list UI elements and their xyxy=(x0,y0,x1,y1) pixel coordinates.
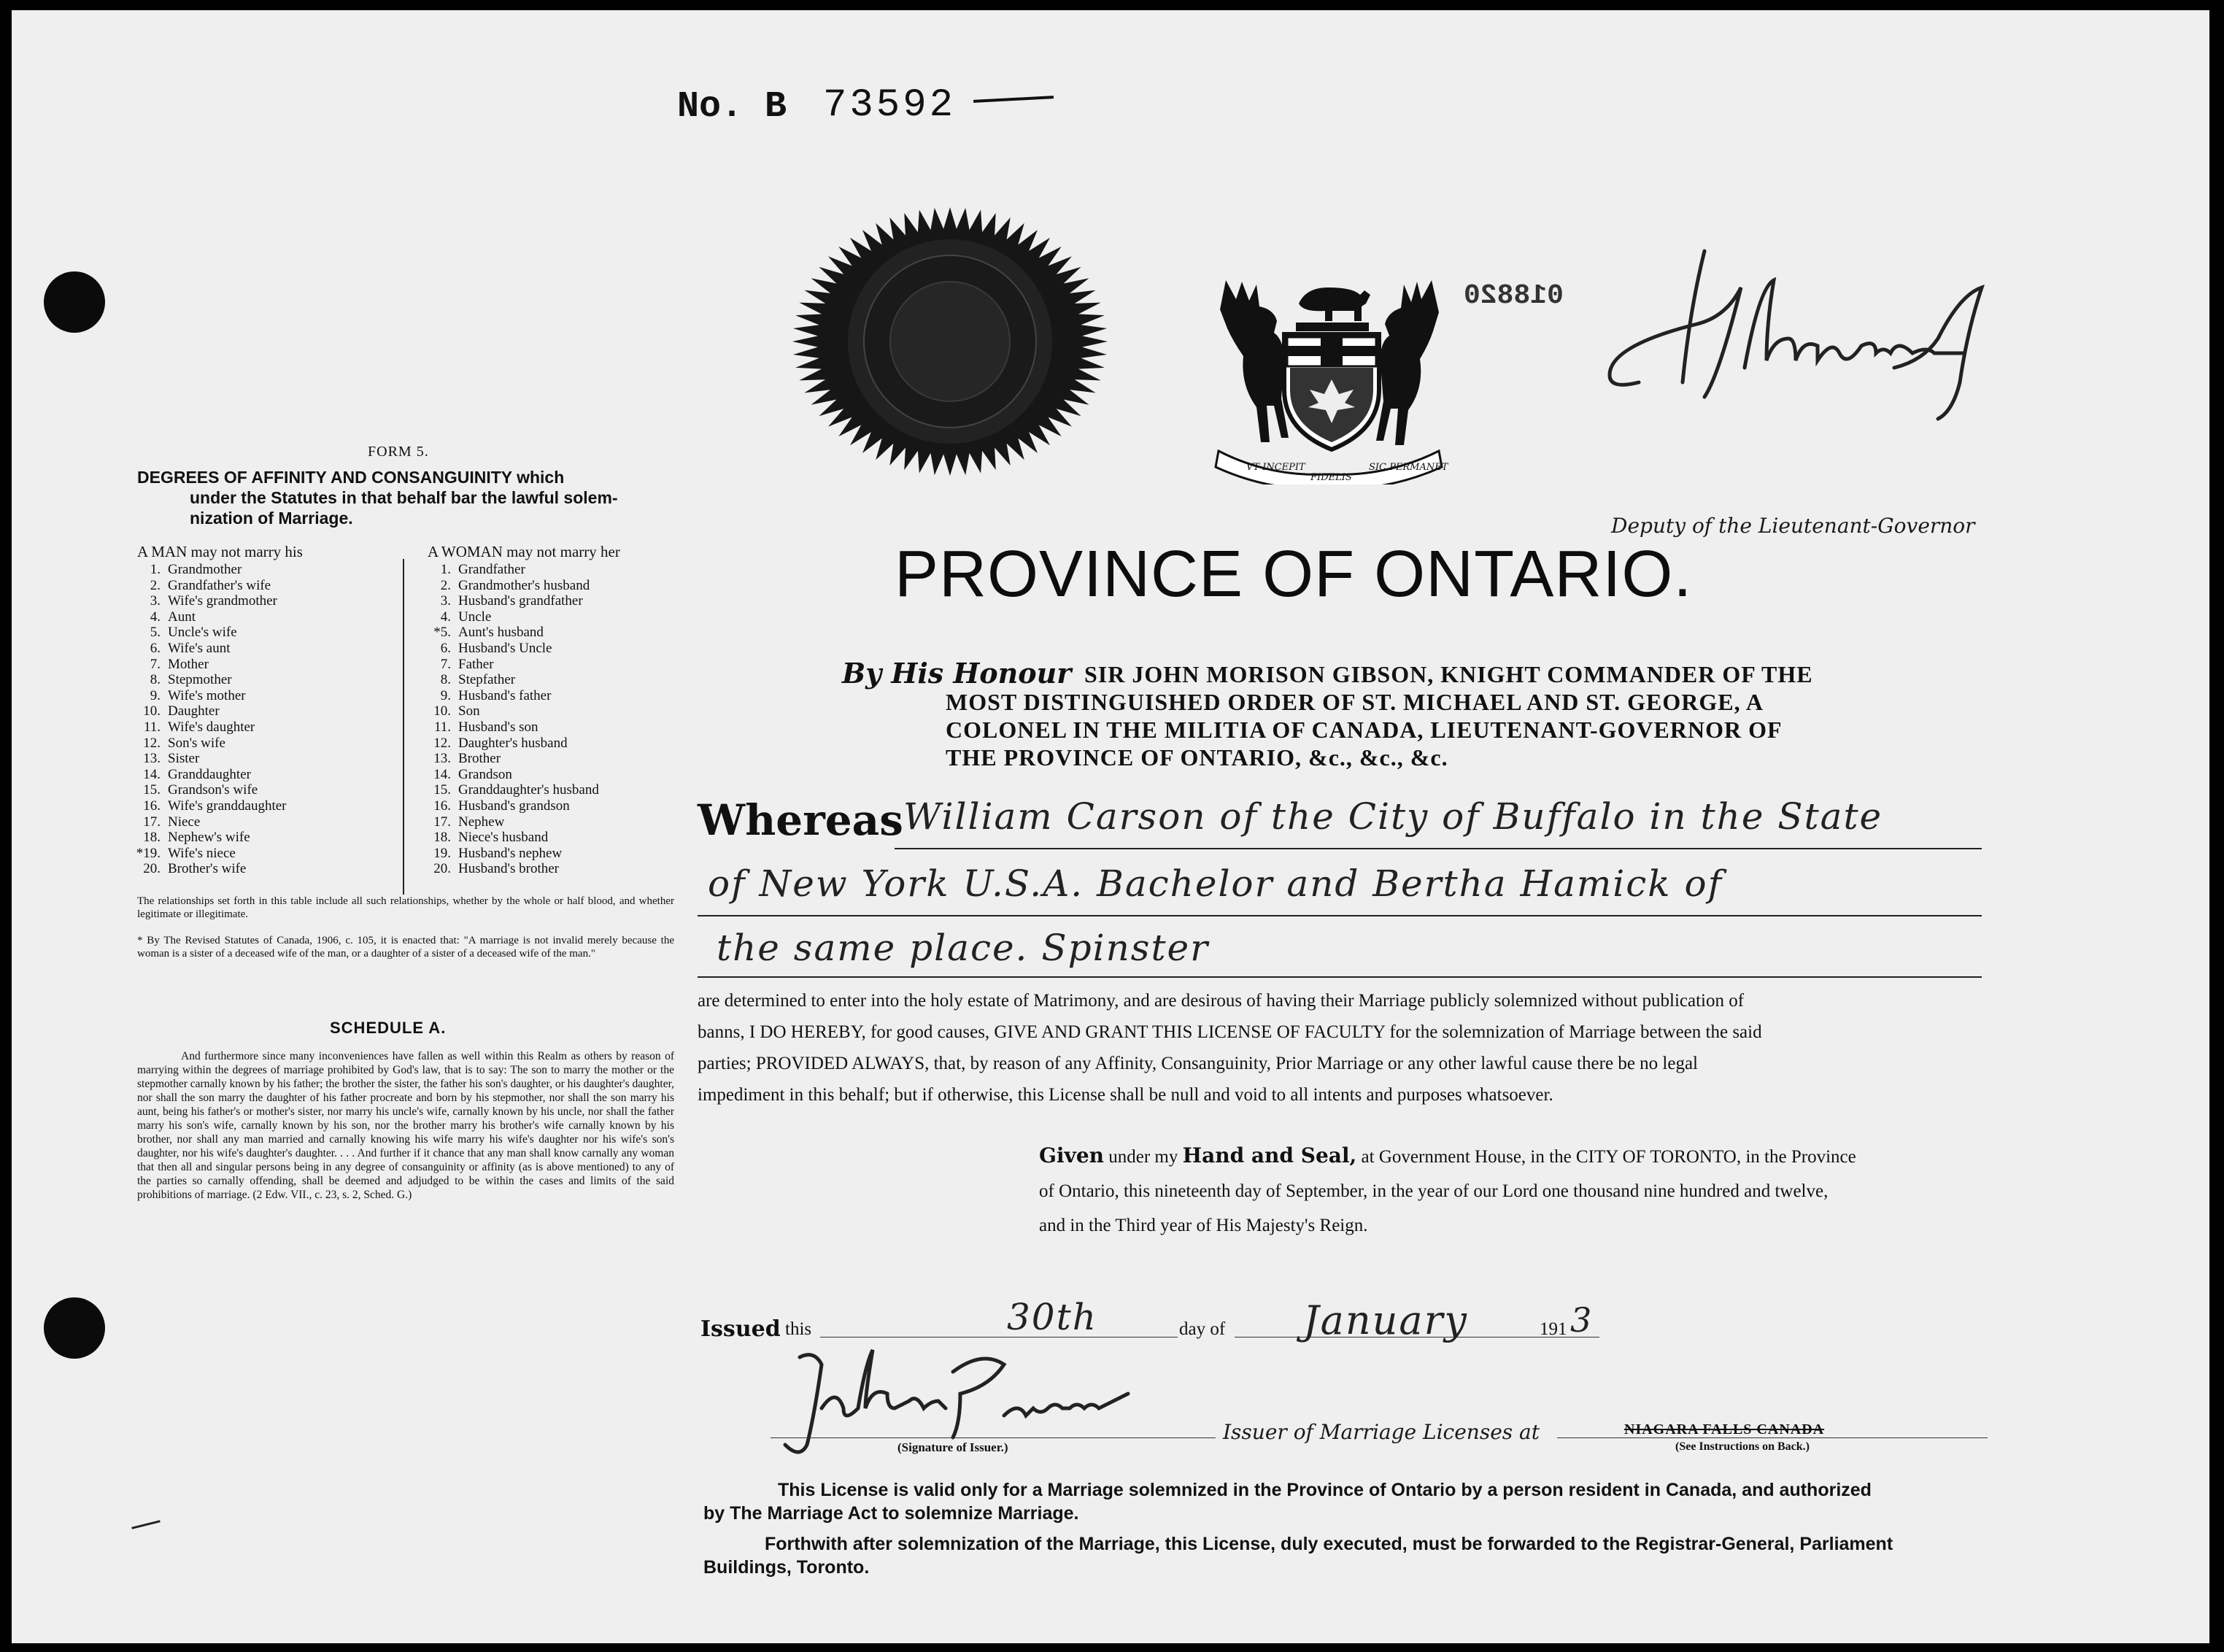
woman-list-item xyxy=(412,830,682,846)
issuer-signature-rule xyxy=(771,1437,1216,1438)
woman-list-item-number: 11. xyxy=(433,719,451,735)
whereas-lead: Whereas xyxy=(698,795,903,845)
honour-line-1: SIR JOHN MORISON GIBSON, KNIGHT COMMANDER OF THE xyxy=(1084,661,1813,687)
given-line-2: of Ontario, this nineteenth day of September, in the year of our Lord one thousand nine hundred and twelve, xyxy=(1039,1181,1829,1201)
number-dash-mark xyxy=(973,96,1054,103)
man-list-item-number: *19. xyxy=(136,845,161,861)
man-list-item-number: 17. xyxy=(143,814,161,830)
schedule-title: SCHEDULE A. xyxy=(330,1019,447,1037)
given-line-1-rest: at Government House, in the CITY OF TORONTO, in the Province xyxy=(1361,1147,1856,1167)
man-list-item xyxy=(121,736,391,752)
man-list-item-number: 10. xyxy=(143,703,161,719)
woman-list-item-number: 20. xyxy=(433,861,451,877)
woman-list-item-text: Brother xyxy=(458,751,501,767)
woman-list-item xyxy=(412,625,682,641)
woman-list-item xyxy=(412,719,682,736)
woman-list-item xyxy=(412,736,682,752)
man-list-item-text: Mother xyxy=(168,656,209,672)
man-list-item-number: 1. xyxy=(150,562,161,577)
man-list-item xyxy=(121,562,391,578)
woman-list-item-number: 7. xyxy=(440,656,451,672)
man-list-item-number: 15. xyxy=(143,782,161,798)
given-line-3: and in the Third year of His Majesty's Reign. xyxy=(1039,1216,1368,1235)
given-hand-and-seal: Hand and Seal, xyxy=(1182,1143,1357,1167)
man-list-item-number: 6. xyxy=(150,640,161,656)
man-list-item-number: 18. xyxy=(143,830,161,846)
man-list-item xyxy=(121,861,391,877)
woman-list-item-text: Son xyxy=(458,703,480,719)
man-list-item-number: 4. xyxy=(150,609,161,625)
issued-day-rule xyxy=(820,1337,1178,1338)
footer-p1-line-2: by The Marriage Act to solemnize Marriage. xyxy=(703,1503,1079,1524)
man-list-item xyxy=(121,641,391,657)
woman-list-item-text: Husband's nephew xyxy=(458,845,563,861)
issuer-location: NIAGARA FALLS CANADA xyxy=(1624,1421,1825,1437)
woman-list-item-text: Uncle xyxy=(458,609,492,625)
motto-right: SIC PERMANET xyxy=(1369,462,1448,473)
woman-list-item xyxy=(412,814,682,830)
issued-this: this xyxy=(785,1319,812,1339)
issued-year-prefix: 191 xyxy=(1540,1319,1567,1339)
woman-list-item xyxy=(412,751,682,767)
woman-list-item-text: Grandmother's husband xyxy=(458,577,590,593)
binder-hole-bottom xyxy=(44,1297,105,1359)
woman-list-item xyxy=(412,846,682,862)
issuer-location-caption: (See Instructions on Back.) xyxy=(1675,1440,1810,1453)
man-list-item-number: 14. xyxy=(143,766,161,782)
issued-lead: Issued xyxy=(700,1316,781,1342)
man-list-item xyxy=(121,751,391,767)
woman-list-item-text: Husband's son xyxy=(458,719,538,735)
man-list-item-text: Wife's granddaughter xyxy=(168,798,287,814)
woman-list-item-text: Husband's grandson xyxy=(458,798,570,814)
whereas-rule-2 xyxy=(698,915,1982,916)
stray-pen-mark xyxy=(131,1520,161,1529)
woman-list-item-number: 8. xyxy=(440,672,451,688)
woman-list-item xyxy=(412,657,682,673)
schedule-text: And furthermore since many inconveniences have fallen as well within this Realm as others by reason of marrying within the degrees of marriage prohibited by God's law, that is to say: The son to marry the mother or the stepmother carnally known by his father; the brother the sister, the father his son's daughter, or his daughter's daughter, nor shall the son marry the daughter of his father procreate and born by his stepmother, nor shall the son marry his aunt, being his father's or mother's sister, nor marry his uncle's wife, carnally known by his uncle, nor shall the father marry his son's wife, carnally known by his son, nor the brother marry his brother's wife carnally known by his brother, nor shall any man married and carnally knowing his wife marry his wife's daughter nor his wife's son's daughter, nor his wife's daughter's daughter. . . . And further if it chance that any man shall know carnally any woman that then all and singular persons being in any degree of consanguinity or affinity (as is above mentioned) to any of the parties so carnally offending, shall be deemed and adjudged to be within the cases and limits of the said prohibitions of marriage. (2 Edw. VII., c. 23, s. 2, Sched. G.) xyxy=(137,1050,674,1201)
man-list-item-number: 13. xyxy=(143,751,161,767)
woman-list-item-text: Niece's husband xyxy=(458,830,549,846)
deputy-signature xyxy=(1588,229,2113,448)
woman-list-item xyxy=(412,688,682,704)
man-list-item-text: Grandmother xyxy=(168,562,242,577)
footer-paragraph-2 xyxy=(703,1532,1893,1579)
man-list-item xyxy=(121,782,391,798)
man-list-item-text: Wife's grandmother xyxy=(168,593,277,609)
man-list-item xyxy=(121,767,391,783)
issued-day-of: day of xyxy=(1179,1319,1226,1339)
woman-list-item-number: *5. xyxy=(433,625,451,641)
marriage-license-page xyxy=(12,10,2209,1643)
honour-line-3: COLONEL IN THE MILITIA OF CANADA, LIEUTENANT-GOVERNOR OF xyxy=(946,717,1783,743)
binder-hole-top xyxy=(44,271,105,333)
relationships-note: The relationships set forth in this table include all such relationships, whether by the whole or half blood, and whether legitimate or illegitimate. xyxy=(137,895,674,920)
issued-day-value: 30th xyxy=(1007,1296,1097,1338)
issued-year-digit: 3 xyxy=(1570,1300,1594,1340)
man-list-item-text: Brother's wife xyxy=(168,861,247,877)
wax-seal xyxy=(771,198,1143,476)
man-list-item-number: 2. xyxy=(150,577,161,593)
woman-list-item xyxy=(412,672,682,688)
footer-p2-line-2: Buildings, Toronto. xyxy=(703,1557,870,1578)
ontario-coat-of-arms xyxy=(1204,258,1452,485)
motto-center: FIDELIS xyxy=(1310,472,1352,483)
man-list-item xyxy=(121,672,391,688)
woman-list-item-text: Husband's brother xyxy=(458,861,559,877)
page-title: PROVINCE OF ONTARIO. xyxy=(895,538,1693,611)
man-prohibited-list xyxy=(121,562,391,877)
man-list-item xyxy=(121,578,391,594)
man-list-item-text: Grandfather's wife xyxy=(168,577,271,593)
woman-list-item-number: 19. xyxy=(433,845,451,861)
motto-left: VT INCEPIT xyxy=(1246,462,1305,473)
man-list-item xyxy=(121,719,391,736)
woman-list-item-text: Stepfather xyxy=(458,672,516,688)
man-list-header: A MAN may not marry his xyxy=(137,543,303,560)
by-his-honour-lead: By His Honour xyxy=(842,657,1072,690)
woman-list-item xyxy=(412,703,682,719)
body-line-3: parties; PROVIDED ALWAYS, that, by reason of any Affinity, Consanguinity, Prior Marriage or any other lawful cause there be no legal xyxy=(698,1054,1698,1073)
man-list-item xyxy=(121,846,391,862)
man-list-item xyxy=(121,657,391,673)
honour-line-4: THE PROVINCE OF ONTARIO, &c., &c., &c. xyxy=(946,744,1448,771)
woman-list-item-text: Father xyxy=(458,656,494,672)
whereas-handwritten-line-1: William Carson of the City of Buffalo in the State xyxy=(903,795,1883,838)
man-list-item xyxy=(121,703,391,719)
man-list-item-number: 7. xyxy=(150,656,161,672)
whereas-rule-1 xyxy=(895,848,1982,849)
man-list-item-text: Niece xyxy=(168,814,201,830)
footer-paragraph-1 xyxy=(703,1478,1872,1525)
form-label: FORM 5. xyxy=(368,444,429,460)
woman-list-item-number: 16. xyxy=(433,798,451,814)
woman-list-item-number: 12. xyxy=(433,735,451,751)
man-list-item-text: Daughter xyxy=(168,703,220,719)
form-heading-line-3: nization of Marriage. xyxy=(190,509,353,528)
list-divider xyxy=(403,559,404,895)
license-body xyxy=(698,985,1982,1111)
man-list-item-number: 12. xyxy=(143,735,161,751)
woman-list-item xyxy=(412,609,682,625)
woman-list-item xyxy=(412,593,682,609)
woman-list-item xyxy=(412,562,682,578)
woman-list-item xyxy=(412,641,682,657)
woman-list-item-number: 17. xyxy=(433,814,451,830)
woman-list-item xyxy=(412,798,682,814)
man-list-item-text: Stepmother xyxy=(168,672,232,688)
man-list-item-number: 16. xyxy=(143,798,161,814)
man-list-item-text: Wife's daughter xyxy=(168,719,255,735)
body-line-4: impediment in this behalf; but if otherwise, this License shall be null and void to all intents and purposes whatsoever. xyxy=(698,1085,1553,1105)
form-heading-line-2: under the Statutes in that behalf bar the lawful solem- xyxy=(190,488,618,507)
woman-list-item-number: 13. xyxy=(433,751,451,767)
issuer-text: Issuer of Marriage Licenses at xyxy=(1223,1420,1540,1444)
man-list-item-text: Wife's aunt xyxy=(168,640,231,656)
given-under-my: under my xyxy=(1108,1147,1178,1167)
woman-list-item-text: Husband's grandfather xyxy=(458,593,583,609)
footer-p2-line-1: Forthwith after solemnization of the Marriage, this License, duly executed, must be forwarded to the Registrar-General, Parliament xyxy=(765,1534,1893,1554)
woman-list-item-number: 10. xyxy=(433,703,451,719)
man-list-item xyxy=(121,830,391,846)
man-list-item-number: 8. xyxy=(150,672,161,688)
man-list-item-number: 9. xyxy=(150,687,161,703)
man-list-item-number: 11. xyxy=(143,719,161,735)
woman-list-item-number: 1. xyxy=(440,562,451,577)
man-list-item-text: Granddaughter xyxy=(168,766,251,782)
woman-list-item-number: 4. xyxy=(440,609,451,625)
woman-list-item-number: 14. xyxy=(433,766,451,782)
man-list-item-number: 20. xyxy=(143,861,161,877)
whereas-handwritten-line-3: the same place. Spinster xyxy=(717,927,1210,969)
woman-list-item xyxy=(412,782,682,798)
woman-list-item xyxy=(412,578,682,594)
man-list-item-text: Aunt xyxy=(168,609,196,625)
body-line-2: banns, I DO HEREBY, for good causes, GIVE AND GRANT THIS LICENSE OF FACULTY for the solemnization of Marriage between the said xyxy=(698,1022,1762,1042)
given-block xyxy=(1039,1138,1856,1243)
woman-list-item-text: Aunt's husband xyxy=(458,625,544,641)
man-list-item-text: Uncle's wife xyxy=(168,625,237,641)
body-line-1: are determined to enter into the holy estate of Matrimony, and are desirous of having their Marriage publicly solemnized without publication of xyxy=(698,991,1745,1011)
form-heading xyxy=(137,467,677,528)
woman-list-item-text: Grandfather xyxy=(458,562,525,577)
form-heading-line-1: DEGREES OF AFFINITY AND CONSANGUINITY which xyxy=(137,468,565,487)
woman-list-item-text: Husband's Uncle xyxy=(458,640,552,656)
woman-list-item-text: Grandson xyxy=(458,766,512,782)
woman-list-item-text: Daughter's husband xyxy=(458,735,568,751)
license-number-prefix: No. B xyxy=(677,86,787,128)
man-list-item xyxy=(121,593,391,609)
woman-list-item-text: Granddaughter's husband xyxy=(458,782,599,798)
whereas-rule-3 xyxy=(698,976,1982,978)
woman-list-item-number: 18. xyxy=(433,830,451,846)
footer-p1-line-1: This License is valid only for a Marriage solemnized in the Province of Ontario by a person resident in Canada, and authorized xyxy=(778,1480,1872,1500)
woman-list-item-number: 15. xyxy=(433,782,451,798)
man-list-item-text: Grandson's wife xyxy=(168,782,258,798)
license-number: 73592 xyxy=(823,83,957,128)
statute-note: * By The Revised Statutes of Canada, 1906, c. 105, it is enacted that: "A marriage is not invalid merely because the woman is a sister of a deceased wife of the man, or a daughter of a sister of a deceased wife of the man." xyxy=(137,935,674,960)
man-list-item xyxy=(121,814,391,830)
man-list-item-text: Son's wife xyxy=(168,735,225,751)
whereas-handwritten-line-2: of New York U.S.A. Bachelor and Bertha Hamick of xyxy=(708,862,1723,905)
man-list-item-number: 3. xyxy=(150,593,161,609)
woman-list-item xyxy=(412,861,682,877)
man-list-item xyxy=(121,609,391,625)
woman-list-header: A WOMAN may not marry her xyxy=(428,543,620,560)
man-list-item-text: Nephew's wife xyxy=(168,830,250,846)
man-list-item-text: Wife's niece xyxy=(168,845,236,861)
man-list-item xyxy=(121,798,391,814)
issued-month-value: January xyxy=(1303,1297,1468,1343)
man-list-item-number: 5. xyxy=(150,625,161,641)
woman-list-item-number: 6. xyxy=(440,640,451,656)
stamp-number: 018820 xyxy=(1464,280,1564,312)
issuer-signature-caption: (Signature of Issuer.) xyxy=(897,1440,1008,1454)
woman-list-item-number: 3. xyxy=(440,593,451,609)
woman-list-item xyxy=(412,767,682,783)
deputy-title: Deputy of the Lieutenant-Governor xyxy=(1611,514,1975,538)
woman-list-item-number: 9. xyxy=(440,687,451,703)
given-word: Given xyxy=(1039,1143,1104,1167)
man-list-item xyxy=(121,688,391,704)
woman-prohibited-list xyxy=(412,562,682,877)
man-list-item-text: Wife's mother xyxy=(168,687,246,703)
woman-list-item-text: Husband's father xyxy=(458,687,552,703)
man-list-item xyxy=(121,625,391,641)
woman-list-item-text: Nephew xyxy=(458,814,505,830)
woman-list-item-number: 2. xyxy=(440,577,451,593)
man-list-item-text: Sister xyxy=(168,751,200,767)
honour-line-2: MOST DISTINGUISHED ORDER OF ST. MICHAEL AND ST. GEORGE, A xyxy=(946,689,1764,715)
